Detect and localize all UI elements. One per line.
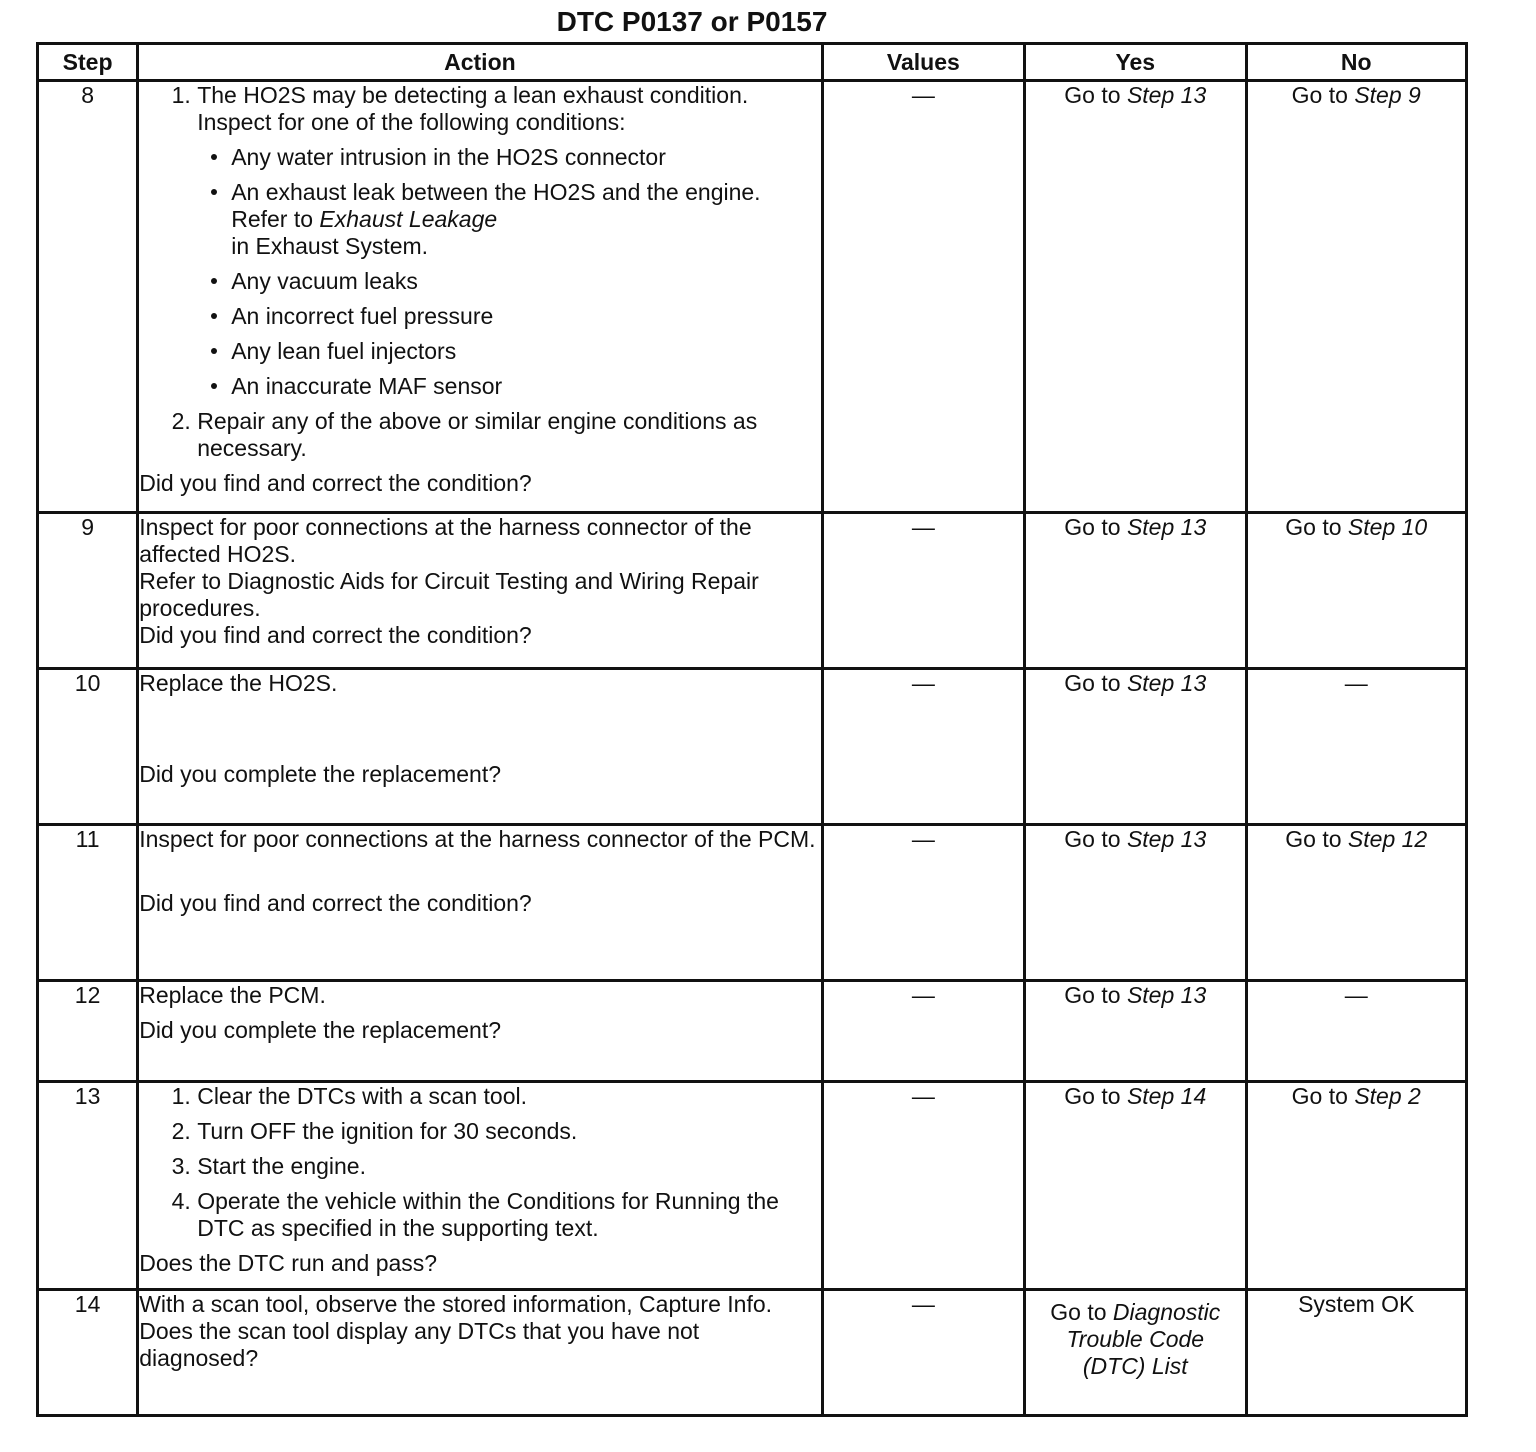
goto-text: Go to: [1064, 670, 1121, 696]
no-cell: System OK: [1246, 1290, 1467, 1416]
dash-mark: —: [911, 826, 935, 852]
header-yes: Yes: [1025, 44, 1246, 81]
action-steps-list: [139, 1083, 820, 1242]
list-item: Any lean fuel injectors: [231, 338, 820, 365]
header-action: Action: [138, 44, 822, 81]
step-number: 11: [38, 825, 138, 981]
list-item: Any vacuum leaks: [231, 268, 820, 295]
page-title: DTC P0137 or P0157: [556, 6, 828, 37]
list-item-text: in Exhaust System.: [231, 233, 429, 259]
goto-text: Go to: [1291, 82, 1348, 108]
action-step-item: 3. Start the engine.: [197, 1153, 820, 1180]
action-cell: [138, 513, 822, 669]
yes-cell: [1025, 81, 1246, 513]
action-steps-list: [139, 82, 820, 462]
values-cell: [822, 981, 1024, 1082]
action-text: With a scan tool, observe the stored information, Capture Info.: [139, 1291, 773, 1317]
dash-mark: —: [1344, 670, 1368, 696]
list-item: [231, 179, 820, 260]
goto-text: Go to: [1291, 1083, 1348, 1109]
dash-mark: —: [911, 982, 935, 1008]
action-cell: [138, 1082, 822, 1290]
action-question: Did you find and correct the condition?: [139, 890, 532, 916]
action-question: Does the scan tool display any DTCs that you have not diagnosed?: [139, 1318, 700, 1371]
goto-text: Go to: [1064, 514, 1121, 540]
goto-step-ref: Step 13: [1126, 670, 1207, 696]
no-cell: [1246, 669, 1467, 825]
conditions-list: [197, 144, 820, 400]
goto-text: Go to: [1050, 1299, 1107, 1325]
values-cell: [822, 825, 1024, 981]
action-cell: [138, 81, 822, 513]
list-item-text: An exhaust leak between the HO2S and the engine. Refer to: [231, 179, 761, 232]
action-cell: [138, 669, 822, 825]
header-values: Values: [822, 44, 1024, 81]
table-row-step-8: [38, 81, 1467, 513]
header-no: No: [1246, 44, 1467, 81]
action-cell: [138, 1290, 822, 1416]
goto-step-ref: Step 10: [1347, 514, 1428, 540]
action-question: Did you find and correct the condition?: [139, 470, 532, 496]
dash-mark: —: [911, 1083, 935, 1109]
goto-step-ref: Step 13: [1126, 514, 1207, 540]
values-cell: [822, 1082, 1024, 1290]
action-step-item: 4. Operate the vehicle within the Conditions for Running the DTC as specified in the supporting text.: [197, 1188, 820, 1242]
yes-cell: [1025, 669, 1246, 825]
no-cell: [1246, 513, 1467, 669]
goto-step-ref: Step 12: [1347, 826, 1428, 852]
list-item: Any water intrusion in the HO2S connector: [231, 144, 820, 171]
goto-step-ref: Step 13: [1126, 982, 1207, 1008]
reference-link-text: Exhaust Leakage: [319, 206, 498, 232]
action-cell: [138, 825, 822, 981]
action-step-item: 2. Repair any of the above or similar engine conditions as necessary.: [197, 408, 820, 462]
table-row-step-11: [38, 825, 1467, 981]
step-number: 8: [38, 81, 138, 513]
action-question: Does the DTC run and pass?: [139, 1250, 438, 1276]
goto-text: Go to: [1064, 82, 1121, 108]
values-cell: [822, 81, 1024, 513]
list-item: An inaccurate MAF sensor: [231, 373, 820, 400]
action-step-text: The HO2S may be detecting a lean exhaust condition. Inspect for one of the following conditions:: [197, 82, 749, 135]
dash-mark: —: [911, 514, 935, 540]
goto-step-ref: Step 9: [1354, 82, 1421, 108]
no-cell: [1246, 981, 1467, 1082]
step-number: 12: [38, 981, 138, 1082]
action-text: Inspect for poor connections at the harness connector of the PCM.: [139, 826, 816, 852]
table-header-row: [38, 44, 1467, 81]
table-row-step-12: [38, 981, 1467, 1082]
step-number: 13: [38, 1082, 138, 1290]
yes-cell: [1025, 513, 1246, 669]
goto-text: Go to: [1285, 826, 1342, 852]
table-row-step-10: [38, 669, 1467, 825]
action-text: Replace the PCM.: [139, 982, 326, 1008]
goto-text: Go to: [1064, 982, 1121, 1008]
values-cell: [822, 513, 1024, 669]
action-cell: [138, 981, 822, 1082]
dash-mark: —: [911, 82, 935, 108]
goto-step-ref: Step 13: [1126, 82, 1207, 108]
goto-step-ref: Step 2: [1354, 1083, 1421, 1109]
dash-mark: —: [911, 1291, 935, 1317]
action-step-item: 2. Turn OFF the ignition for 30 seconds.: [197, 1118, 820, 1145]
dash-mark: —: [911, 670, 935, 696]
goto-step-ref: Step 14: [1126, 1083, 1207, 1109]
values-cell: [822, 1290, 1024, 1416]
action-text: Replace the HO2S.: [139, 670, 338, 696]
step-number: 14: [38, 1290, 138, 1416]
step-number: 9: [38, 513, 138, 669]
action-step-item: [197, 82, 820, 400]
table-row-step-14: [38, 1290, 1467, 1416]
goto-step-ref: Step 13: [1126, 826, 1207, 852]
action-question: Did you complete the replacement?: [139, 1017, 502, 1043]
action-question: Did you complete the replacement?: [139, 761, 502, 787]
no-cell: [1246, 825, 1467, 981]
goto-text: Go to: [1064, 1083, 1121, 1109]
yes-cell: [1025, 1290, 1246, 1416]
dtc-table: [36, 42, 1468, 1417]
table-row-step-13: [38, 1082, 1467, 1290]
values-cell: [822, 669, 1024, 825]
yes-cell: [1025, 825, 1246, 981]
list-item: An incorrect fuel pressure: [231, 303, 820, 330]
goto-text: Go to: [1064, 826, 1121, 852]
step-number: 10: [38, 669, 138, 825]
dash-mark: —: [1344, 982, 1368, 1008]
table-row-step-9: [38, 513, 1467, 669]
header-step: Step: [38, 44, 138, 81]
action-text: Refer to Diagnostic Aids for Circuit Testing and Wiring Repair procedures.: [139, 568, 759, 621]
action-step-item: 1. Clear the DTCs with a scan tool.: [197, 1083, 820, 1110]
action-text: Inspect for poor connections at the harness connector of the affected HO2S.: [139, 514, 752, 567]
goto-text: Go to: [1285, 514, 1342, 540]
goto-diagnostic-ref: Diagnostic Trouble Code (DTC) List: [1066, 1299, 1221, 1379]
yes-cell: [1025, 981, 1246, 1082]
action-question: Did you find and correct the condition?: [139, 622, 532, 648]
no-cell: [1246, 81, 1467, 513]
yes-cell: [1025, 1082, 1246, 1290]
no-cell: [1246, 1082, 1467, 1290]
